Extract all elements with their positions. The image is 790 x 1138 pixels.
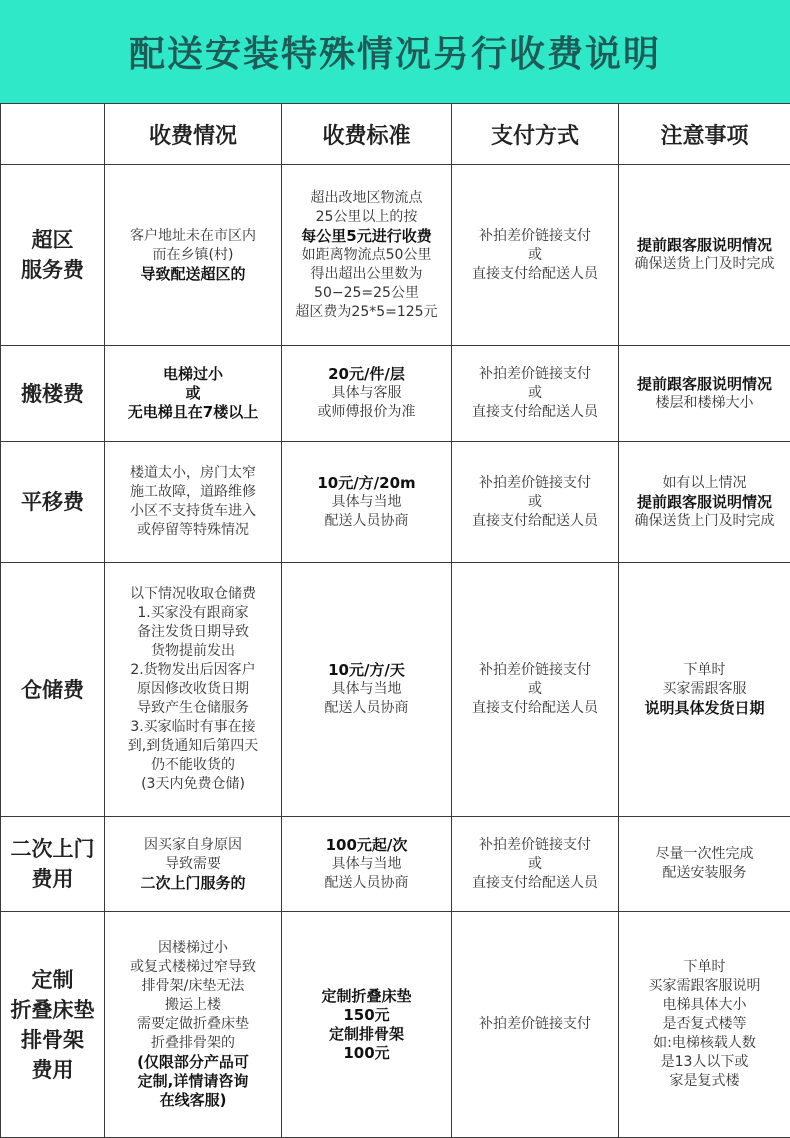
notes-line: 说明具体发货日期 [623, 699, 786, 718]
notes-line: 家是复式楼 [623, 1072, 786, 1091]
fee-table [0, 103, 790, 1138]
situation-line: (仅限部分产品可 [109, 1053, 277, 1072]
row-name-cell [1, 912, 105, 1138]
row-name-line: 搬楼费 [5, 379, 100, 409]
row-name-line: 超区 [5, 225, 100, 255]
situation-cell [105, 563, 282, 817]
row-name-line: 费用 [5, 864, 100, 894]
standard-line: 配送人员协商 [286, 512, 447, 531]
standard-line: 如距离物流点50公里 [286, 246, 447, 265]
payment-cell [452, 442, 619, 563]
notes-line: 确保送货上门及时完成 [623, 512, 786, 531]
notes-line: 电梯具体大小 [623, 996, 786, 1015]
payment-line: 补拍差价链接支付 [456, 836, 614, 855]
situation-line: 或停留等特殊情况 [109, 521, 277, 540]
payment-cell [452, 912, 619, 1138]
row-name-line: 费用 [5, 1055, 100, 1085]
standard-line: 20元/件/层 [286, 365, 447, 384]
situation-line: 以下情况收取仓储费 [109, 585, 277, 604]
payment-line: 直接支付给配送人员 [456, 265, 614, 284]
payment-cell [452, 165, 619, 346]
situation-cell [105, 912, 282, 1138]
situation-line: 二次上门服务的 [109, 874, 277, 893]
standard-cell [282, 912, 452, 1138]
header-payment: 支付方式 [452, 104, 619, 165]
payment-cell [452, 346, 619, 442]
situation-cell [105, 817, 282, 912]
payment-line: 补拍差价链接支付 [456, 1015, 614, 1034]
situation-line: (3天内免费仓储) [109, 775, 277, 794]
row-name-line: 服务费 [5, 255, 100, 285]
row-name-line: 折叠床垫 [5, 995, 100, 1025]
standard-line: 配送人员协商 [286, 874, 447, 893]
row-name-cell [1, 563, 105, 817]
payment-line: 直接支付给配送人员 [456, 699, 614, 718]
payment-line: 直接支付给配送人员 [456, 403, 614, 422]
standard-line: 得出超出公里数为 [286, 265, 447, 284]
situation-line: 施工故障，道路维修 [109, 483, 277, 502]
table-row [1, 817, 790, 912]
situation-line: 或复式楼梯过窄导致 [109, 958, 277, 977]
standard-cell [282, 165, 452, 346]
payment-line: 补拍差价链接支付 [456, 365, 614, 384]
row-name-cell [1, 442, 105, 563]
payment-line: 直接支付给配送人员 [456, 512, 614, 531]
standard-line: 100元 [286, 1044, 447, 1063]
situation-cell [105, 346, 282, 442]
standard-line: 10元/方/20m [286, 474, 447, 493]
table-row [1, 912, 790, 1138]
situation-line: 货物提前发出 [109, 642, 277, 661]
payment-line: 直接支付给配送人员 [456, 874, 614, 893]
payment-line: 补拍差价链接支付 [456, 661, 614, 680]
payment-line: 补拍差价链接支付 [456, 227, 614, 246]
notes-line: 是否复式楼等 [623, 1015, 786, 1034]
payment-line: 或 [456, 246, 614, 265]
situation-line: 折叠排骨架的 [109, 1034, 277, 1053]
notes-cell [619, 817, 790, 912]
header-situation: 收费情况 [105, 104, 282, 165]
standard-cell [282, 817, 452, 912]
table-row [1, 563, 790, 817]
title-banner [0, 0, 790, 103]
notes-line: 买家需跟客服 [623, 680, 786, 699]
situation-line: 或 [109, 384, 277, 403]
standard-line: 超出改地区物流点 [286, 189, 447, 208]
row-name-line: 定制 [5, 965, 100, 995]
notes-line: 尽量一次性完成 [623, 845, 786, 864]
situation-line: 因楼梯过小 [109, 939, 277, 958]
situation-line: 无电梯且在7楼以上 [109, 403, 277, 422]
situation-line: 备注发货日期导致 [109, 623, 277, 642]
standard-line: 具体与当地 [286, 855, 447, 874]
situation-line: 导致需要 [109, 855, 277, 874]
notes-line: 是13人以下或 [623, 1053, 786, 1072]
notes-cell [619, 912, 790, 1138]
standard-line: 25公里以上的按 [286, 208, 447, 227]
situation-line: 而在乡镇(村) [109, 246, 277, 265]
situation-line: 需要定做折叠床垫 [109, 1015, 277, 1034]
row-name-line: 仓储费 [5, 675, 100, 705]
standard-line: 每公里5元进行收费 [286, 227, 447, 246]
payment-line: 或 [456, 680, 614, 699]
notes-cell [619, 442, 790, 563]
notes-line: 如有以上情况 [623, 474, 786, 493]
situation-line: 楼道太小，房门太窄 [109, 464, 277, 483]
situation-line: 因买家自身原因 [109, 836, 277, 855]
notes-cell [619, 346, 790, 442]
situation-line: 小区不支持货车进入 [109, 502, 277, 521]
notes-line: 如:电梯核载人数 [623, 1034, 786, 1053]
notes-line: 下单时 [623, 661, 786, 680]
payment-cell [452, 817, 619, 912]
standard-line: 具体与当地 [286, 493, 447, 512]
row-name-cell [1, 346, 105, 442]
standard-cell [282, 563, 452, 817]
standard-line: 100元起/次 [286, 836, 447, 855]
standard-cell [282, 346, 452, 442]
header-standard: 收费标准 [282, 104, 452, 165]
row-name-line: 平移费 [5, 487, 100, 517]
notes-line: 提前跟客服说明情况 [623, 236, 786, 255]
page-title: 配送安装特殊情况另行收费说明 [129, 26, 661, 77]
situation-line: 客户地址未在市区内 [109, 227, 277, 246]
situation-line: 1.买家没有跟商家 [109, 604, 277, 623]
situation-line: 仍不能收货的 [109, 756, 277, 775]
situation-line: 2.货物发出后因客户 [109, 661, 277, 680]
situation-cell [105, 165, 282, 346]
row-name-line: 二次上门 [5, 834, 100, 864]
payment-line: 补拍差价链接支付 [456, 474, 614, 493]
header-notes: 注意事项 [619, 104, 790, 165]
row-name-line: 排骨架 [5, 1025, 100, 1055]
standard-line: 定制排骨架 [286, 1025, 447, 1044]
table-row [1, 165, 790, 346]
standard-line: 配送人员协商 [286, 699, 447, 718]
notes-line: 下单时 [623, 958, 786, 977]
situation-line: 到,到货通知后第四天 [109, 737, 277, 756]
notes-line: 提前跟客服说明情况 [623, 493, 786, 512]
notes-line: 确保送货上门及时完成 [623, 255, 786, 274]
notes-cell [619, 563, 790, 817]
table-row [1, 442, 790, 563]
notes-cell [619, 165, 790, 346]
standard-line: 10元/方/天 [286, 661, 447, 680]
payment-cell [452, 563, 619, 817]
situation-line: 原因修改收货日期 [109, 680, 277, 699]
situation-line: 3.买家临时有事在接 [109, 718, 277, 737]
header-corner [1, 104, 105, 165]
situation-line: 排骨架/床垫无法 [109, 977, 277, 996]
standard-line: 150元 [286, 1006, 447, 1025]
header-row [1, 104, 790, 165]
row-name-cell [1, 165, 105, 346]
standard-line: 50−25=25公里 [286, 284, 447, 303]
situation-line: 电梯过小 [109, 365, 277, 384]
notes-line: 买家需跟客服说明 [623, 977, 786, 996]
payment-line: 或 [456, 384, 614, 403]
standard-line: 具体与客服 [286, 384, 447, 403]
notes-line: 配送安装服务 [623, 864, 786, 883]
notes-line: 提前跟客服说明情况 [623, 375, 786, 394]
situation-line: 在线客服) [109, 1091, 277, 1110]
standard-line: 或师傅报价为准 [286, 403, 447, 422]
standard-line: 定制折叠床垫 [286, 987, 447, 1006]
row-name-cell [1, 817, 105, 912]
standard-line: 具体与当地 [286, 680, 447, 699]
payment-line: 或 [456, 855, 614, 874]
standard-cell [282, 442, 452, 563]
payment-line: 或 [456, 493, 614, 512]
situation-line: 导致产生仓储服务 [109, 699, 277, 718]
situation-line: 定制,详情请咨询 [109, 1072, 277, 1091]
situation-line: 导致配送超区的 [109, 265, 277, 284]
table-row [1, 346, 790, 442]
standard-line: 超区费为25*5=125元 [286, 303, 447, 322]
situation-cell [105, 442, 282, 563]
situation-line: 搬运上楼 [109, 996, 277, 1015]
notes-line: 楼层和楼梯大小 [623, 394, 786, 413]
